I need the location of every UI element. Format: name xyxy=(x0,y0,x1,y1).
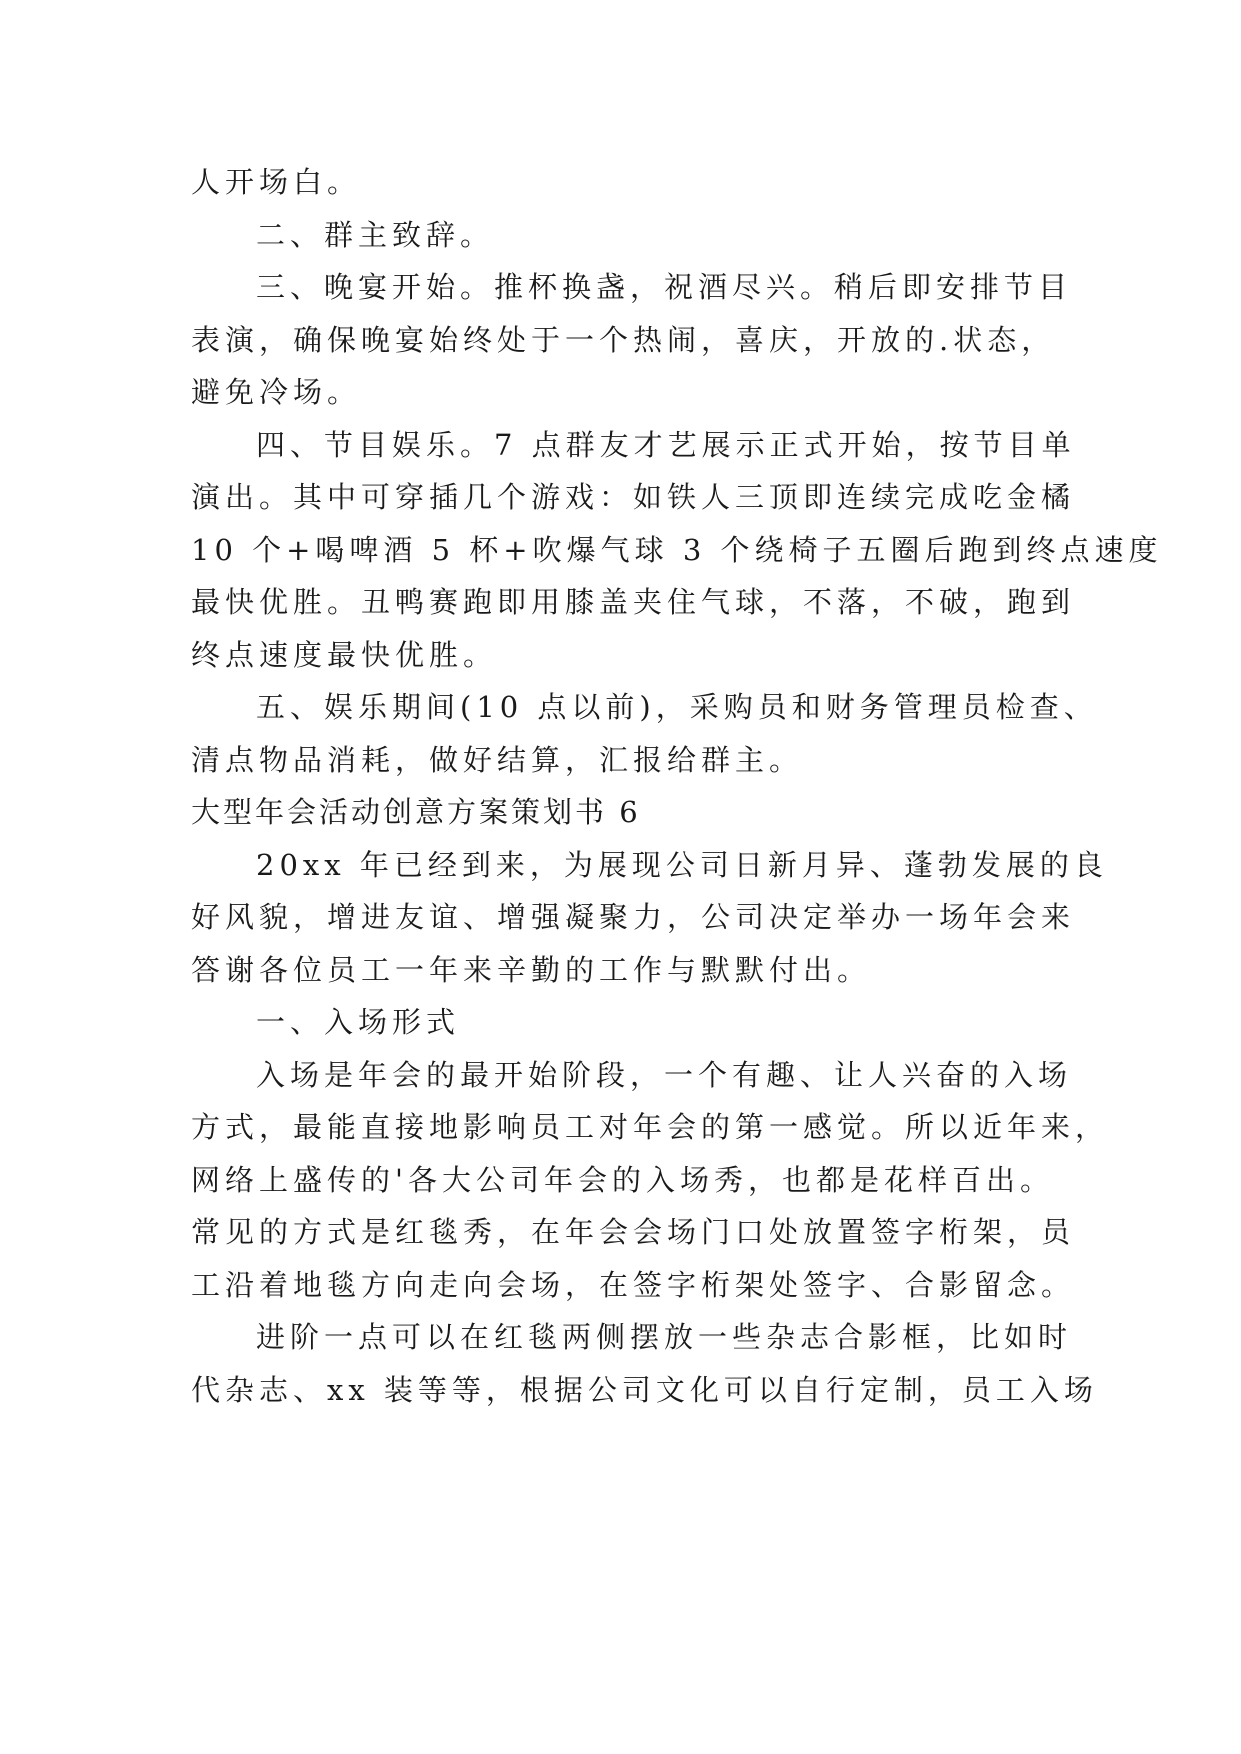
text-line: 答谢各位员工一年来辛勤的工作与默默付出。 xyxy=(191,952,872,987)
text-line: 一、入场形式 xyxy=(256,1005,461,1039)
text-line: 三、晚宴开始。推杯换盏，祝酒尽兴。稍后即安排节目 xyxy=(256,270,1073,304)
text-line: 方式，最能直接地影响员工对年会的第一感觉。所以近年来， xyxy=(191,1110,1110,1144)
text-line: 避免冷场。 xyxy=(191,375,362,409)
text-line: 表演，确保晚宴始终处于一个热闹，喜庆，开放的.状态， xyxy=(191,322,1056,357)
text-line: 最快优胜。丑鸭赛跑即用膝盖夹住气球，不落，不破，跑到 xyxy=(191,585,1076,619)
text-line: 常见的方式是红毯秀，在年会会场门口处放置签字桁架，员 xyxy=(191,1215,1076,1249)
text-line: 20xx 年已经到来，为展现公司日新月异、蓬勃发展的良 xyxy=(256,847,1108,882)
text-line: 好风貌，增进友谊、增强凝聚力，公司决定举办一场年会来 xyxy=(191,900,1076,934)
text-line: 代杂志、xx 装等等，根据公司文化可以自行定制，员工入场 xyxy=(191,1372,1098,1407)
text-line: 五、娱乐期间(10 点以前)，采购员和财务管理员检查、 xyxy=(256,690,1098,724)
text-line: 二、群主致辞。 xyxy=(256,217,495,252)
text-line: 人开场白。 xyxy=(191,165,362,199)
text-line: 10 个+喝啤酒 5 杯+吹爆气球 3 个绕椅子五圈后跑到终点速度 xyxy=(191,532,1163,567)
text-line: 入场是年会的最开始阶段，一个有趣、让人兴奋的入场 xyxy=(256,1057,1073,1092)
text-line: 工沿着地毯方向走向会场，在签字桁架处签字、合影留念。 xyxy=(191,1267,1076,1302)
text-line: 网络上盛传的'各大公司年会的入场秀，也都是花样百出。 xyxy=(191,1162,1054,1197)
section-heading: 大型年会活动创意方案策划书 6 xyxy=(191,795,641,829)
document-page xyxy=(191,156,1163,1416)
text-line: 清点物品消耗，做好结算，汇报给群主。 xyxy=(191,742,804,777)
text-line: 演出。其中可穿插几个游戏：如铁人三顶即连续完成吃金橘 xyxy=(191,480,1076,514)
text-line: 进阶一点可以在红毯两侧摆放一些杂志合影框，比如时 xyxy=(256,1320,1073,1354)
text-line: 终点速度最快优胜。 xyxy=(191,637,498,672)
text-line: 四、节目娱乐。7 点群友才艺展示正式开始，按节目单 xyxy=(256,427,1076,462)
